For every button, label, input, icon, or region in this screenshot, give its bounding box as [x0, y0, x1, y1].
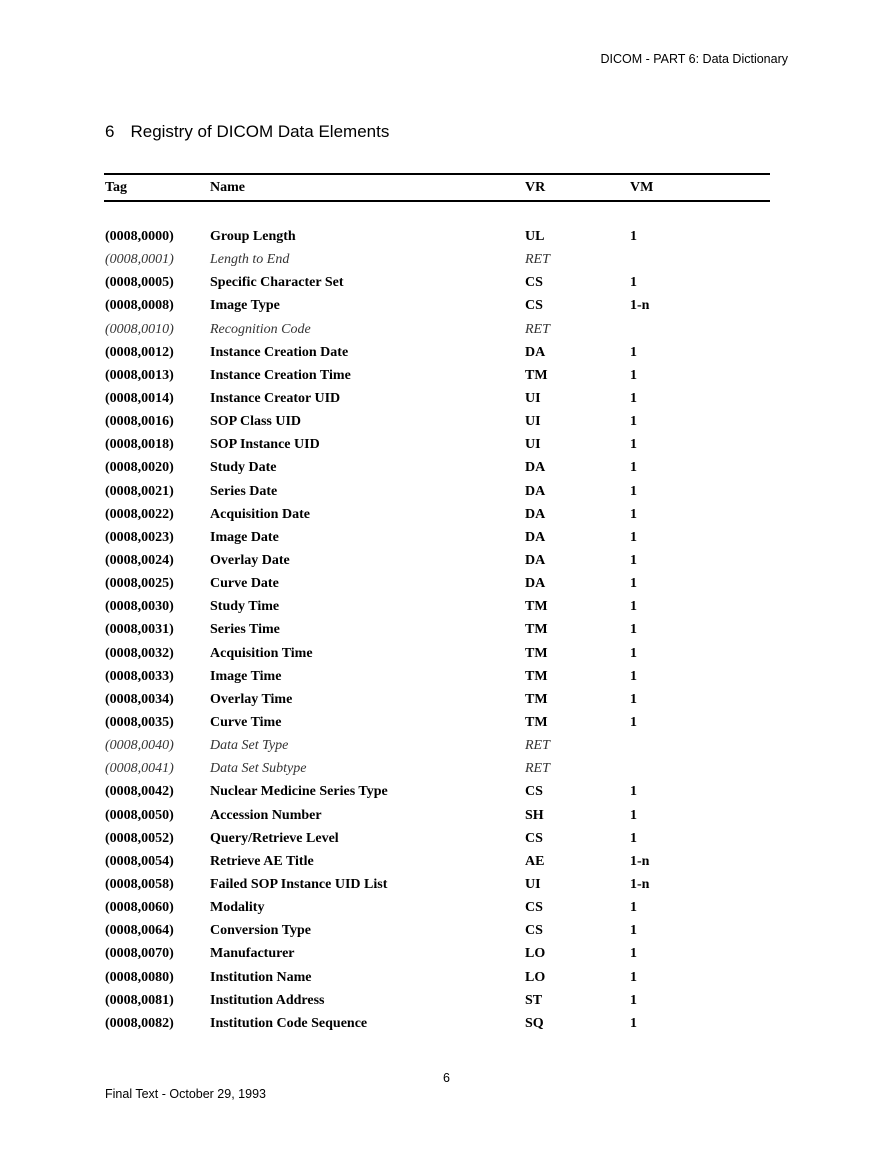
table-row [104, 875, 770, 898]
table-row [104, 620, 770, 643]
cell-name: Instance Creator UID [210, 390, 341, 406]
table-row [104, 389, 770, 412]
cell-tag: (0008,0012) [105, 344, 174, 360]
table-row [104, 250, 770, 273]
cell-tag: (0008,0040) [105, 738, 174, 754]
cell-name: Manufacturer [210, 946, 295, 962]
cell-tag: (0008,0082) [105, 1015, 174, 1031]
cell-tag: (0008,0081) [105, 992, 174, 1008]
cell-vm: 1-n [630, 876, 650, 892]
section-number: 6 [105, 122, 115, 141]
table-header [104, 173, 770, 202]
cell-name: Specific Character Set [210, 275, 344, 291]
cell-vr: DA [525, 483, 546, 499]
table-row [104, 852, 770, 875]
table-row [104, 667, 770, 690]
table-row [104, 273, 770, 296]
cell-vm: 1-n [630, 853, 650, 869]
cell-vr: TM [525, 622, 548, 638]
cell-tag: (0008,0033) [105, 668, 174, 684]
cell-vm: 1 [630, 506, 637, 522]
table-row [104, 597, 770, 620]
cell-name: Overlay Date [210, 552, 290, 568]
column-header-name: Name [210, 180, 245, 195]
cell-name: Group Length [210, 229, 296, 244]
cell-tag: (0008,0064) [105, 923, 174, 939]
cell-vm: 1-n [630, 298, 650, 314]
cell-vm: 1 [630, 414, 637, 430]
cell-name: Study Date [210, 460, 277, 476]
page-number: 6 [443, 1071, 450, 1085]
cell-name: Image Date [210, 529, 279, 545]
cell-vm: 1 [630, 946, 637, 962]
cell-vr: CS [525, 784, 543, 800]
cell-name: Query/Retrieve Level [210, 830, 339, 846]
cell-vr: TM [525, 714, 548, 730]
cell-name: Study Time [210, 599, 280, 615]
cell-vr: DA [525, 576, 546, 592]
cell-tag: (0008,0060) [105, 900, 174, 916]
table-row [104, 782, 770, 805]
column-header-vr: VR [525, 180, 546, 195]
table-row [104, 412, 770, 435]
cell-tag: (0008,0030) [105, 599, 174, 615]
data-element-table [104, 173, 770, 1037]
cell-vm: 1 [630, 923, 637, 939]
cell-vm: 1 [630, 1015, 637, 1031]
cell-vr: UL [525, 229, 545, 244]
cell-name: Data Set Type [210, 738, 289, 754]
cell-name: Curve Time [210, 714, 282, 730]
cell-vm: 1 [630, 529, 637, 545]
cell-tag: (0008,0014) [105, 390, 174, 406]
table-row [104, 991, 770, 1014]
cell-name: Length to End [210, 252, 290, 268]
table-row [104, 1014, 770, 1037]
cell-vm: 1 [630, 691, 637, 707]
cell-name: Failed SOP Instance UID List [210, 876, 388, 892]
cell-vm: 1 [630, 900, 637, 916]
cell-tag: (0008,0022) [105, 506, 174, 522]
table-row [104, 505, 770, 528]
cell-tag: (0008,0001) [105, 252, 174, 268]
cell-name: Institution Name [210, 969, 312, 985]
cell-tag: (0008,0024) [105, 552, 174, 568]
cell-name: Data Set Subtype [210, 761, 307, 777]
table-row [104, 482, 770, 505]
cell-vm: 1 [630, 460, 637, 476]
footer-text: Final Text - October 29, 1993 [105, 1087, 266, 1101]
cell-name: Acquisition Date [210, 506, 310, 522]
cell-vr: LO [525, 969, 546, 985]
cell-name: Instance Creation Date [210, 344, 349, 360]
cell-tag: (0008,0032) [105, 645, 174, 661]
cell-name: Accession Number [210, 807, 322, 823]
cell-tag: (0008,0041) [105, 761, 174, 777]
cell-tag: (0008,0034) [105, 691, 174, 707]
cell-tag: (0008,0070) [105, 946, 174, 962]
cell-name: Curve Date [210, 576, 279, 592]
table-row [104, 759, 770, 782]
cell-name: Institution Address [210, 992, 325, 1008]
table-row [104, 713, 770, 736]
cell-tag: (0008,0010) [105, 321, 174, 337]
cell-vm: 1 [630, 552, 637, 568]
cell-name: Series Time [210, 622, 280, 638]
cell-name: Institution Code Sequence [210, 1015, 368, 1031]
cell-vm: 1 [630, 483, 637, 499]
cell-vm: 1 [630, 390, 637, 406]
column-header-vm: VM [630, 180, 654, 195]
table-row [104, 366, 770, 389]
cell-vr: CS [525, 830, 543, 846]
table-row [104, 551, 770, 574]
cell-vm: 1 [630, 668, 637, 684]
cell-vr: TM [525, 599, 548, 615]
column-header-tag: Tag [105, 180, 128, 195]
cell-vr: RET [525, 738, 550, 754]
cell-tag: (0008,0018) [105, 437, 174, 453]
cell-vm: 1 [630, 830, 637, 846]
cell-tag: (0008,0023) [105, 529, 174, 545]
cell-vr: UI [525, 414, 541, 430]
cell-tag: (0008,0005) [105, 275, 174, 291]
cell-tag: (0008,0042) [105, 784, 174, 800]
cell-name: Modality [210, 900, 265, 916]
cell-name: Image Time [210, 668, 282, 684]
table-row [104, 806, 770, 829]
cell-tag: (0008,0058) [105, 876, 174, 892]
cell-name: SOP Class UID [210, 414, 302, 430]
cell-vr: LO [525, 946, 546, 962]
cell-tag: (0008,0052) [105, 830, 174, 846]
cell-vm: 1 [630, 992, 637, 1008]
cell-vm: 1 [630, 599, 637, 615]
table-row [104, 898, 770, 921]
table-row [104, 458, 770, 481]
cell-tag: (0008,0008) [105, 298, 174, 314]
cell-vr: AE [525, 853, 545, 869]
table-row [104, 435, 770, 458]
cell-vm: 1 [630, 576, 637, 592]
cell-vm: 1 [630, 437, 637, 453]
cell-vr: RET [525, 321, 550, 337]
cell-tag: (0008,0050) [105, 807, 174, 823]
cell-tag: (0008,0000) [105, 229, 174, 244]
cell-vr: TM [525, 668, 548, 684]
cell-tag: (0008,0031) [105, 622, 174, 638]
cell-name: Instance Creation Time [210, 367, 351, 383]
cell-vr: RET [525, 761, 550, 777]
table-row [104, 320, 770, 343]
table-row [104, 343, 770, 366]
cell-vr: CS [525, 275, 543, 291]
cell-tag: (0008,0054) [105, 853, 174, 869]
cell-vr: CS [525, 923, 543, 939]
cell-vm: 1 [630, 622, 637, 638]
cell-name: SOP Instance UID [210, 437, 320, 453]
cell-vr: TM [525, 645, 548, 661]
cell-vr: DA [525, 552, 546, 568]
cell-vr: CS [525, 900, 543, 916]
cell-vr: DA [525, 506, 546, 522]
cell-name: Image Type [210, 298, 280, 314]
cell-vm: 1 [630, 969, 637, 985]
cell-vr: TM [525, 691, 548, 707]
cell-vm: 1 [630, 344, 637, 360]
table-row [104, 227, 770, 250]
cell-vr: ST [525, 992, 543, 1008]
table-row [104, 644, 770, 667]
cell-vr: UI [525, 437, 541, 453]
section-title: Registry of DICOM Data Elements [130, 122, 390, 141]
cell-tag: (0008,0020) [105, 460, 174, 476]
table-row [104, 528, 770, 551]
table-row [104, 968, 770, 991]
table-row [104, 574, 770, 597]
cell-name: Retrieve AE Title [210, 853, 314, 869]
cell-tag: (0008,0080) [105, 969, 174, 985]
cell-name: Recognition Code [210, 321, 311, 337]
cell-vm: 1 [630, 645, 637, 661]
cell-vr: CS [525, 298, 543, 314]
table-row [104, 944, 770, 967]
cell-vm: 1 [630, 275, 637, 291]
cell-name: Nuclear Medicine Series Type [210, 784, 388, 800]
cell-vm: 1 [630, 714, 637, 730]
cell-tag: (0008,0021) [105, 483, 174, 499]
table-row [104, 690, 770, 713]
cell-vr: TM [525, 367, 548, 383]
table-row [104, 736, 770, 759]
cell-vm: 1 [630, 367, 637, 383]
table-row [104, 296, 770, 319]
cell-name: Acquisition Time [210, 645, 313, 661]
cell-vr: SH [525, 807, 544, 823]
cell-vr: UI [525, 876, 541, 892]
cell-name: Overlay Time [210, 691, 293, 707]
cell-tag: (0008,0035) [105, 714, 174, 730]
cell-vr: DA [525, 344, 546, 360]
cell-vm: 1 [630, 229, 637, 244]
cell-name: Series Date [210, 483, 278, 499]
cell-tag: (0008,0013) [105, 367, 174, 383]
section-heading [105, 122, 389, 142]
cell-vr: SQ [525, 1015, 544, 1031]
table-row [104, 921, 770, 944]
cell-tag: (0008,0025) [105, 576, 174, 592]
cell-vm: 1 [630, 784, 637, 800]
running-header: DICOM - PART 6: Data Dictionary [600, 52, 788, 66]
cell-vm: 1 [630, 807, 637, 823]
cell-vr: DA [525, 529, 546, 545]
cell-vr: UI [525, 390, 541, 406]
table-row [104, 829, 770, 852]
cell-vr: RET [525, 252, 550, 268]
cell-name: Conversion Type [210, 923, 311, 939]
table-body [104, 227, 770, 1037]
cell-vr: DA [525, 460, 546, 476]
cell-tag: (0008,0016) [105, 414, 174, 430]
